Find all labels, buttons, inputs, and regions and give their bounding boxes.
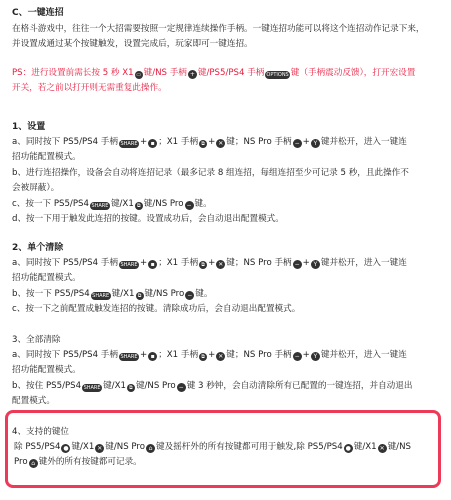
share-button-icon: SHARE: [92, 293, 110, 299]
ps-note-part-d: 键（手柄震动反馈），打开宏设置: [290, 68, 416, 78]
s3-a-part4: 键并松开，进入一键连: [320, 350, 407, 360]
section3-line-b-cont: 配置模式。: [12, 396, 55, 406]
ns-home-button-icon: ⌂: [29, 459, 38, 468]
y-button-icon: Y: [311, 352, 320, 361]
ns-minus-button-icon: −: [186, 202, 192, 209]
ps-note-part-a: PS：进行设置前需长按 5 秒 X1: [12, 68, 134, 78]
ns-plus-button-icon: +: [189, 71, 195, 78]
s1-c-part3: 键/NS Pro: [143, 199, 184, 209]
section3-line-b: [12, 379, 442, 393]
ps-note-line2: 开关，若之前以打开则无需重复此操作。: [12, 83, 167, 93]
s3-b-part4: 键 3 秒钟，会自动清除所有已配置的一键连招，并自动退出: [186, 381, 413, 391]
ns-minus-button-icon: −: [187, 292, 193, 299]
x1-share-button-icon: ⧉: [199, 140, 207, 148]
s4-l1-part-b: 键/X1: [71, 442, 95, 452]
section4-heading: 4、支持的键位: [12, 427, 70, 437]
ns-minus-button-icon: −: [294, 261, 300, 268]
y-button-icon: Y: [311, 139, 320, 148]
x1-share-button-icon: ⧉: [199, 261, 207, 269]
s4-l2-part-a: Pro: [14, 457, 28, 467]
s3-b-part2: 键/X1: [103, 381, 126, 391]
section4-line2: [14, 455, 444, 469]
s2-a-part4: 键并松开，进入一键连: [320, 258, 407, 268]
share-button-icon: SHARE: [120, 354, 138, 360]
section1-line-c: [12, 197, 442, 211]
section3-line-a: a、同时按下 PS5/PS4 手柄 SHARE + ▪ ；X1 手柄 ⧉ + ✕ 键；NS Pro 手柄 − + Y 键并松开，进入一键连: [12, 350, 407, 360]
ps-home-button-icon: ●: [63, 445, 69, 452]
y-button-icon: Y: [311, 260, 320, 269]
ps-note-part-c: 键/PS5/PS4 手柄: [197, 68, 265, 78]
options-button-icon: OPTIONS: [266, 72, 289, 78]
ns-minus-button-icon: −: [294, 140, 300, 147]
s1-a-part4: 键并松开，进入一键连: [320, 137, 407, 147]
x1-view-button-icon: ▭: [136, 72, 141, 78]
section-c-para-line1: 在格斗游戏中，往往一个大招需要按照一定规律连续操作手柄。一键连招功能可以将这个连招动作记录下来，: [12, 24, 425, 34]
section1-line-d: d、按一下用于触发此连招的按键。设置成功后，会自动退出配置模式。: [12, 214, 284, 224]
s2-b-part1: b、按一下 PS5/PS4: [12, 289, 90, 299]
x1-guide-button-icon: ✕: [97, 445, 103, 452]
s3-a-part1: a、同时按下 PS5/PS4 手柄: [12, 350, 118, 360]
section2-heading: 2、单个清除: [12, 243, 64, 253]
ps-home-button-icon: ●: [345, 445, 351, 452]
s3-a-part2: ；X1 手柄: [158, 350, 199, 360]
x1-share-button-icon: ⧉: [127, 384, 135, 392]
section1-line-a-cont: 招功能配置模式。: [12, 152, 81, 162]
x1-share-button-icon: ⧉: [135, 202, 143, 210]
ps-touchpad-button-icon: ▪: [148, 260, 157, 269]
s1-a-part1: a、同时按下 PS5/PS4 手柄: [12, 137, 118, 147]
section2-line-b: [12, 287, 442, 301]
ps-touchpad-button-icon: ▪: [148, 139, 157, 148]
x1-xbox-button-icon: ✕: [218, 140, 224, 147]
ns-minus-button-icon: −: [178, 384, 184, 391]
share-button-icon: SHARE: [91, 203, 109, 209]
section2-line-a: a、同时按下 PS5/PS4 手柄 SHARE + ▪ ；X1 手柄 ⧉ + ✕ 键；NS Pro 手柄 − + Y 键并松开，进入一键连: [12, 258, 407, 268]
x1-share-button-icon: ⧉: [199, 353, 207, 361]
s1-a-part2: ；X1 手柄: [158, 137, 199, 147]
s2-b-part3: 键/NS Pro: [144, 289, 185, 299]
s1-c-part1: c、按一下 PS5/PS4: [12, 199, 89, 209]
s3-b-part3: 键/NS Pro: [135, 381, 176, 391]
section-c-heading: C、一键连招: [12, 8, 64, 18]
s4-l1-part-f: 键/NS: [387, 442, 411, 452]
s2-a-part2: ；X1 手柄: [158, 258, 199, 268]
s3-a-part3: 键；NS Pro 手柄: [226, 350, 292, 360]
x1-guide-button-icon: ✕: [379, 445, 385, 452]
s2-b-part2: 键/X1: [111, 289, 135, 299]
share-button-icon: SHARE: [120, 141, 138, 147]
section-c-para-line2: 并设置成通过某个按键触发，设置完成后，玩家即可一键连招。: [12, 39, 253, 49]
s4-l1-part-e: 键/X1: [353, 442, 377, 452]
s2-b-part4: 键。: [195, 289, 213, 299]
section2-line-a-cont: 招功能配置模式。: [12, 273, 81, 283]
section2-line-c: c、按一下之前配置成触发连招的按键。清除成功后，会自动退出配置模式。: [12, 304, 301, 314]
ps-note-part-b: 键/NS 手柄: [143, 68, 187, 78]
ns-home-button-icon: ⌂: [146, 444, 155, 453]
s1-c-part4: 键。: [194, 199, 212, 209]
section1-heading: 1、设置: [12, 122, 46, 132]
s1-c-part2: 键/X1: [110, 199, 134, 209]
s4-l1-part-c: 键/NS Pro: [105, 442, 146, 452]
s2-a-part3: 键；NS Pro 手柄: [226, 258, 292, 268]
section1-line-a: a、同时按下 PS5/PS4 手柄 SHARE + ▪ ；X1 手柄 ⧉ + ✕ 键；NS Pro 手柄 − + Y 键并松开，进入一键连: [12, 137, 407, 147]
share-button-icon: SHARE: [120, 262, 138, 268]
section4-line1: [14, 440, 438, 454]
section3-heading: 3、全部清除: [12, 335, 61, 345]
x1-xbox-button-icon: ✕: [218, 353, 224, 360]
share-button-icon: SHARE: [83, 385, 101, 391]
ps-touchpad-button-icon: ▪: [148, 352, 157, 361]
section1-line-b1: b、进行连招操作，设备会自动将连招记录（最多记录 8 组连招，每组连招至少可记录 5 秒，且此操作不: [12, 168, 409, 178]
x1-xbox-button-icon: ✕: [218, 261, 224, 268]
s3-b-part1: b、按住 PS5/PS4: [12, 381, 82, 391]
ps-note-line1: [12, 66, 442, 80]
section3-line-a-cont: 招功能配置模式。: [12, 365, 81, 375]
section1-line-b2: 会被屏蔽）。: [12, 183, 60, 193]
s4-l1-part-d: 键及摇杆外的所有按键都可用于触发,除 PS5/PS4: [156, 442, 343, 452]
s4-l2-part-b: 键外的所有按键都可记录。: [38, 457, 142, 467]
s1-a-part3: 键；NS Pro 手柄: [226, 137, 292, 147]
s4-l1-part-a: 除 PS5/PS4: [14, 442, 61, 452]
ns-minus-button-icon: −: [294, 353, 300, 360]
s2-a-part1: a、同时按下 PS5/PS4 手柄: [12, 258, 118, 268]
x1-share-button-icon: ⧉: [136, 292, 144, 300]
